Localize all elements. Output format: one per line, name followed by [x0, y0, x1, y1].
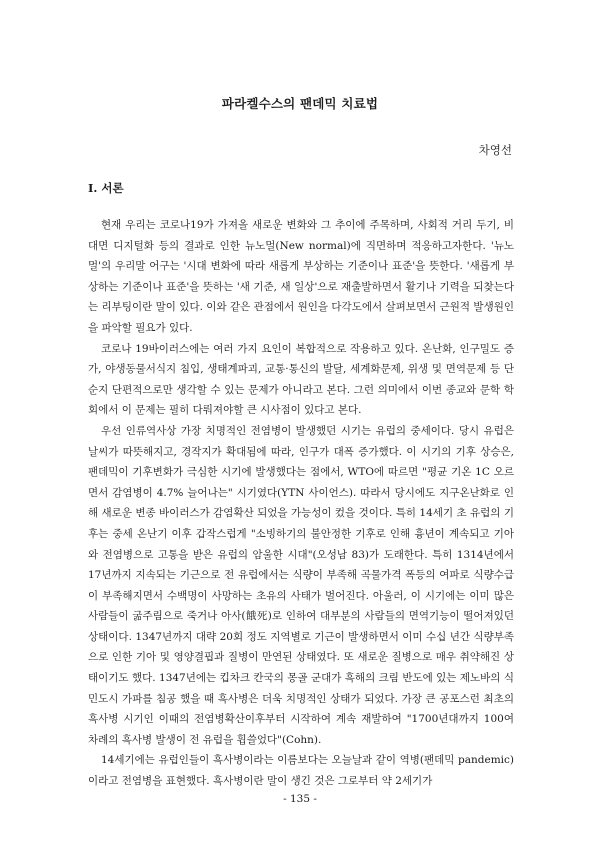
- section-heading: I. 서론: [88, 181, 124, 195]
- paragraph: 코로나 19바이러스에는 여러 가지 요인이 복합적으로 작용하고 있다. 온난화, 인구밀도 증가, 야생동물서식지 침입, 생태계파괴, 교통·통신의 발달, 세계화문제, 위생 및 면역문제 등 단순지 단편적으로만 생각할 수 있는 문제가 아니라고 본다. 그런 의미에서 이번 종교와 문학 학회에서 이 문제는 필히 다뤄져야할 큰 시사점이 있다고 본다.: [88, 342, 514, 417]
- paragraph: 우선 인류역사상 가장 치명적인 전염병이 발생했던 시기는 유럽의 중세이다. 당시 유럽은 날씨가 따뜻해지고, 경작지가 확대됨에 따라, 인구가 대폭 증가했다. 이 시기의 기후 상승은, 팬데믹이 기후변화가 극심한 시기에 발생했다는 점에서, WTO에 따르면 "평균 기온 1C 오르면서 감염병이 4.7% 늘어나는" 시기였다(YTN 사이언스). 따라서 당시에도 지구온난화로 인해 새로운 변종 바이러스가 감염확산 되었을 가능성이 컸을 것이다. 특히 14세기 초 유럽의 기후는 중세 온난기 이후 갑작스럽게 "소빙하기의 불안정한 기후로 인해 흉년이 계속되고 기아와 전염병으로 고통을 받은 유럽의 암울한 시대"(오성남 83)가 도래한다. 특히 1314년에서 17년까지 지속되는 기근으로 전 유럽에서는 식량이 부족해 곡물가격 폭등의 여파로 식량수급이 부족해지면서 수백명이 사망하는 초유의 사태가 벌어진다. 아울러, 이 시기에는 이미 많은 사람들이 굶주림으로 죽거나 아사(餓死)로 인하여 대부분의 사람들의 면역기능이 떨어져있던 상태이다. 1347년까지 대략 20회 정도 지역별로 기근이 발생하면서 이미 수십 년간 식량부족으로 인한 기아 및 영양결핍과 질병이 만연된 상태였다. 또 새로운 질병으로 매우 취약해진 상태이기도 했다. 1347년에는 킵차크 칸국의 몽골 군대가 흑해의 크림 반도에 있는 제노바의 식민도시 가파를 침공 했을 때 흑사병은 더욱 치명적인 상태가 되었다. 가장 큰 공포스런 최초의 흑사병 시기인 이때의 전염병확산이후부터 시작하여 계속 재발하여 "1700년대까지 100여 차례의 흑사병 발생이 전 유럽을 휩쓸었다"(Cohn).: [88, 424, 514, 746]
- paragraph: 현재 우리는 코로나19가 가져올 새로운 변화와 그 추이에 주목하며, 사회적 거리 두기, 비대면 디지털화 등의 결과로 인한 뉴노멀(New normal)에 직면하며 적응하고자한다. '뉴노멀'의 우리말 어구는 '시대 변화에 따라 새롭게 부상하는 기준이나 표준'을 뜻한다. '새롭게 부상하는 기준이나 표준'을 뜻하는 '새 기준, 새 일상'으로 재출발하면서 활기나 기력을 되찾는다는 리부팅이란 말이 있다. 이와 같은 관점에서 원인을 다각도에서 살펴보면서 근원적 발생원인을 파악할 필요가 있다.: [88, 219, 514, 334]
- paragraph: 14세기에는 유럽인들이 흑사병이라는 이름보다는 오늘날과 같이 역병(팬데믹 pandemic)이라고 전염병을 표현했다. 흑사병이란 말이 생긴 것은 그로부터 약 2세기가: [88, 754, 514, 788]
- document-title: 파라켈수스의 팬데믹 치료법: [221, 96, 379, 111]
- page-number: - 135 -: [283, 793, 317, 805]
- author-name: 차영선: [478, 143, 512, 157]
- body-text: [88, 215, 514, 792]
